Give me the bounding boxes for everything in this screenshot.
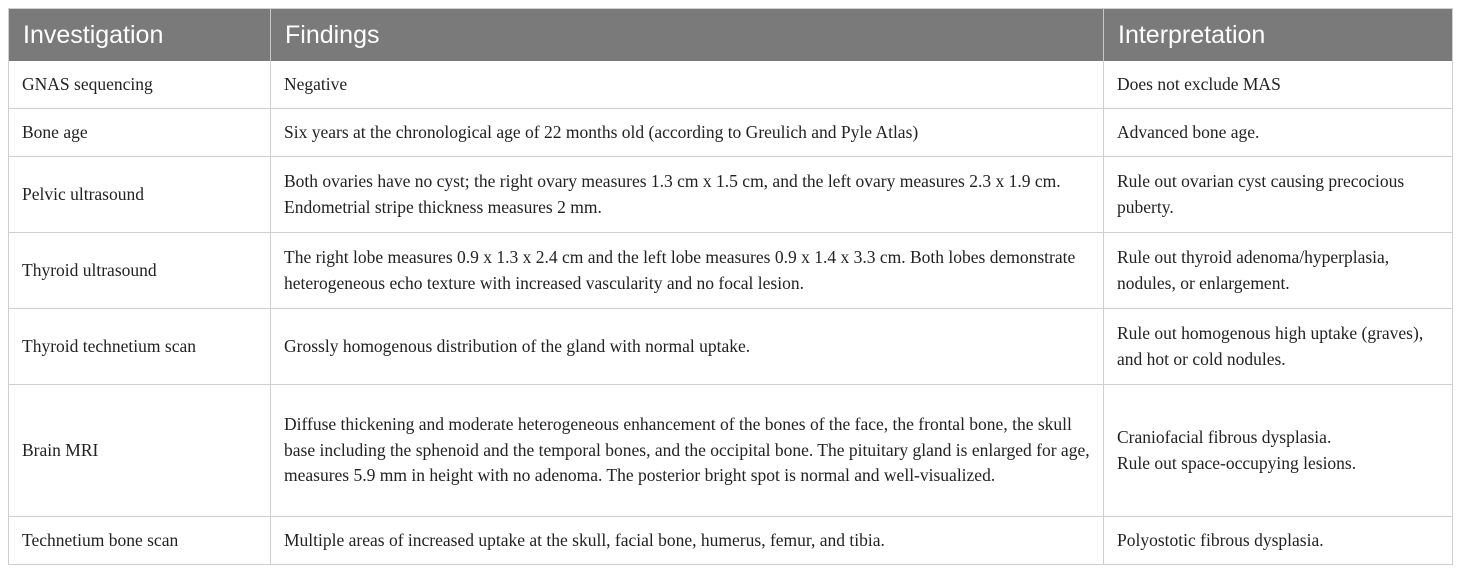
interpretation-text: Does not exclude MAS xyxy=(1117,73,1281,94)
cell-investigation: Thyroid ultrasound xyxy=(9,233,271,309)
cell-findings xyxy=(271,385,1104,517)
table-row xyxy=(9,61,1453,109)
findings-text: Both ovaries have no cyst; the right ovary measures 1.3 cm x 1.5 cm, and the left ovary measures 2.3 x 1.9 cm. Endometrial stripe thickness measures 2 mm. xyxy=(284,171,1061,217)
interpretation-text: Rule out space-occupying lesions. xyxy=(1117,452,1357,473)
interpretation-text: Craniofacial fibrous dysplasia. xyxy=(1117,427,1332,447)
findings-text: The right lobe measures 0.9 x 1.3 x 2.4 cm and the left lobe measures 0.9 x 1.4 x 3.3 cm. Both lobes demonstrate heterogeneous echo texture with increased vascularity and no focal lesion. xyxy=(284,247,1076,293)
findings-text: Grossly homogenous distribution of the gland with normal uptake. xyxy=(284,335,751,356)
interpretation-text: Rule out homogenous high uptake (graves), and hot or cold nodules. xyxy=(1117,323,1424,369)
findings-text: Multiple areas of increased uptake at the skull, facial bone, humerus, femur, and tibia. xyxy=(284,529,885,550)
table-row xyxy=(9,309,1453,385)
findings-text: Six years at the chronological age of 22 months old (according to Greulich and Pyle Atlas) xyxy=(284,121,919,142)
interpretation-text: Rule out thyroid adenoma/hyperplasia, nodules, or enlargement. xyxy=(1117,247,1390,293)
cell-interpretation xyxy=(1104,309,1453,385)
investigations-table-container xyxy=(8,8,1452,565)
cell-interpretation xyxy=(1104,233,1453,309)
cell-interpretation xyxy=(1104,385,1453,517)
cell-findings xyxy=(271,233,1104,309)
cell-interpretation xyxy=(1104,109,1453,157)
cell-interpretation xyxy=(1104,517,1453,565)
table-row xyxy=(9,233,1453,309)
table-row xyxy=(9,157,1453,233)
header-interpretation: Interpretation xyxy=(1104,9,1453,62)
table-row xyxy=(9,109,1453,157)
interpretation-text: Rule out ovarian cyst causing precocious puberty. xyxy=(1117,171,1405,217)
cell-findings xyxy=(271,157,1104,233)
cell-investigation: Brain MRI xyxy=(9,385,271,517)
cell-interpretation xyxy=(1104,157,1453,233)
cell-interpretation xyxy=(1104,61,1453,109)
cell-findings xyxy=(271,517,1104,565)
findings-text: Negative xyxy=(284,73,348,94)
cell-investigation: GNAS sequencing xyxy=(9,61,271,109)
interpretation-text: Polyostotic fibrous dysplasia. xyxy=(1117,529,1324,550)
cell-investigation: Thyroid technetium scan xyxy=(9,309,271,385)
investigations-table xyxy=(8,8,1453,565)
cell-investigation: Technetium bone scan xyxy=(9,517,271,565)
table-row xyxy=(9,517,1453,565)
header-findings: Findings xyxy=(271,9,1104,62)
cell-findings xyxy=(271,309,1104,385)
header-investigation: Investigation xyxy=(9,9,271,62)
cell-investigation: Pelvic ultrasound xyxy=(9,157,271,233)
table-row xyxy=(9,385,1453,517)
header-row xyxy=(9,9,1453,62)
findings-text: Diffuse thickening and moderate heterogeneous enhancement of the bones of the face, the frontal bone, the skull base including the sphenoid and the temporal bones, and the occipital bone. The pituitary gland is enlarged for age, measures 5.9 mm in height with no adenoma. The posterior bright spot is normal and well-visualized. xyxy=(284,414,1090,486)
interpretation-text: Advanced bone age. xyxy=(1117,121,1260,142)
cell-findings xyxy=(271,109,1104,157)
cell-investigation: Bone age xyxy=(9,109,271,157)
cell-findings xyxy=(271,61,1104,109)
